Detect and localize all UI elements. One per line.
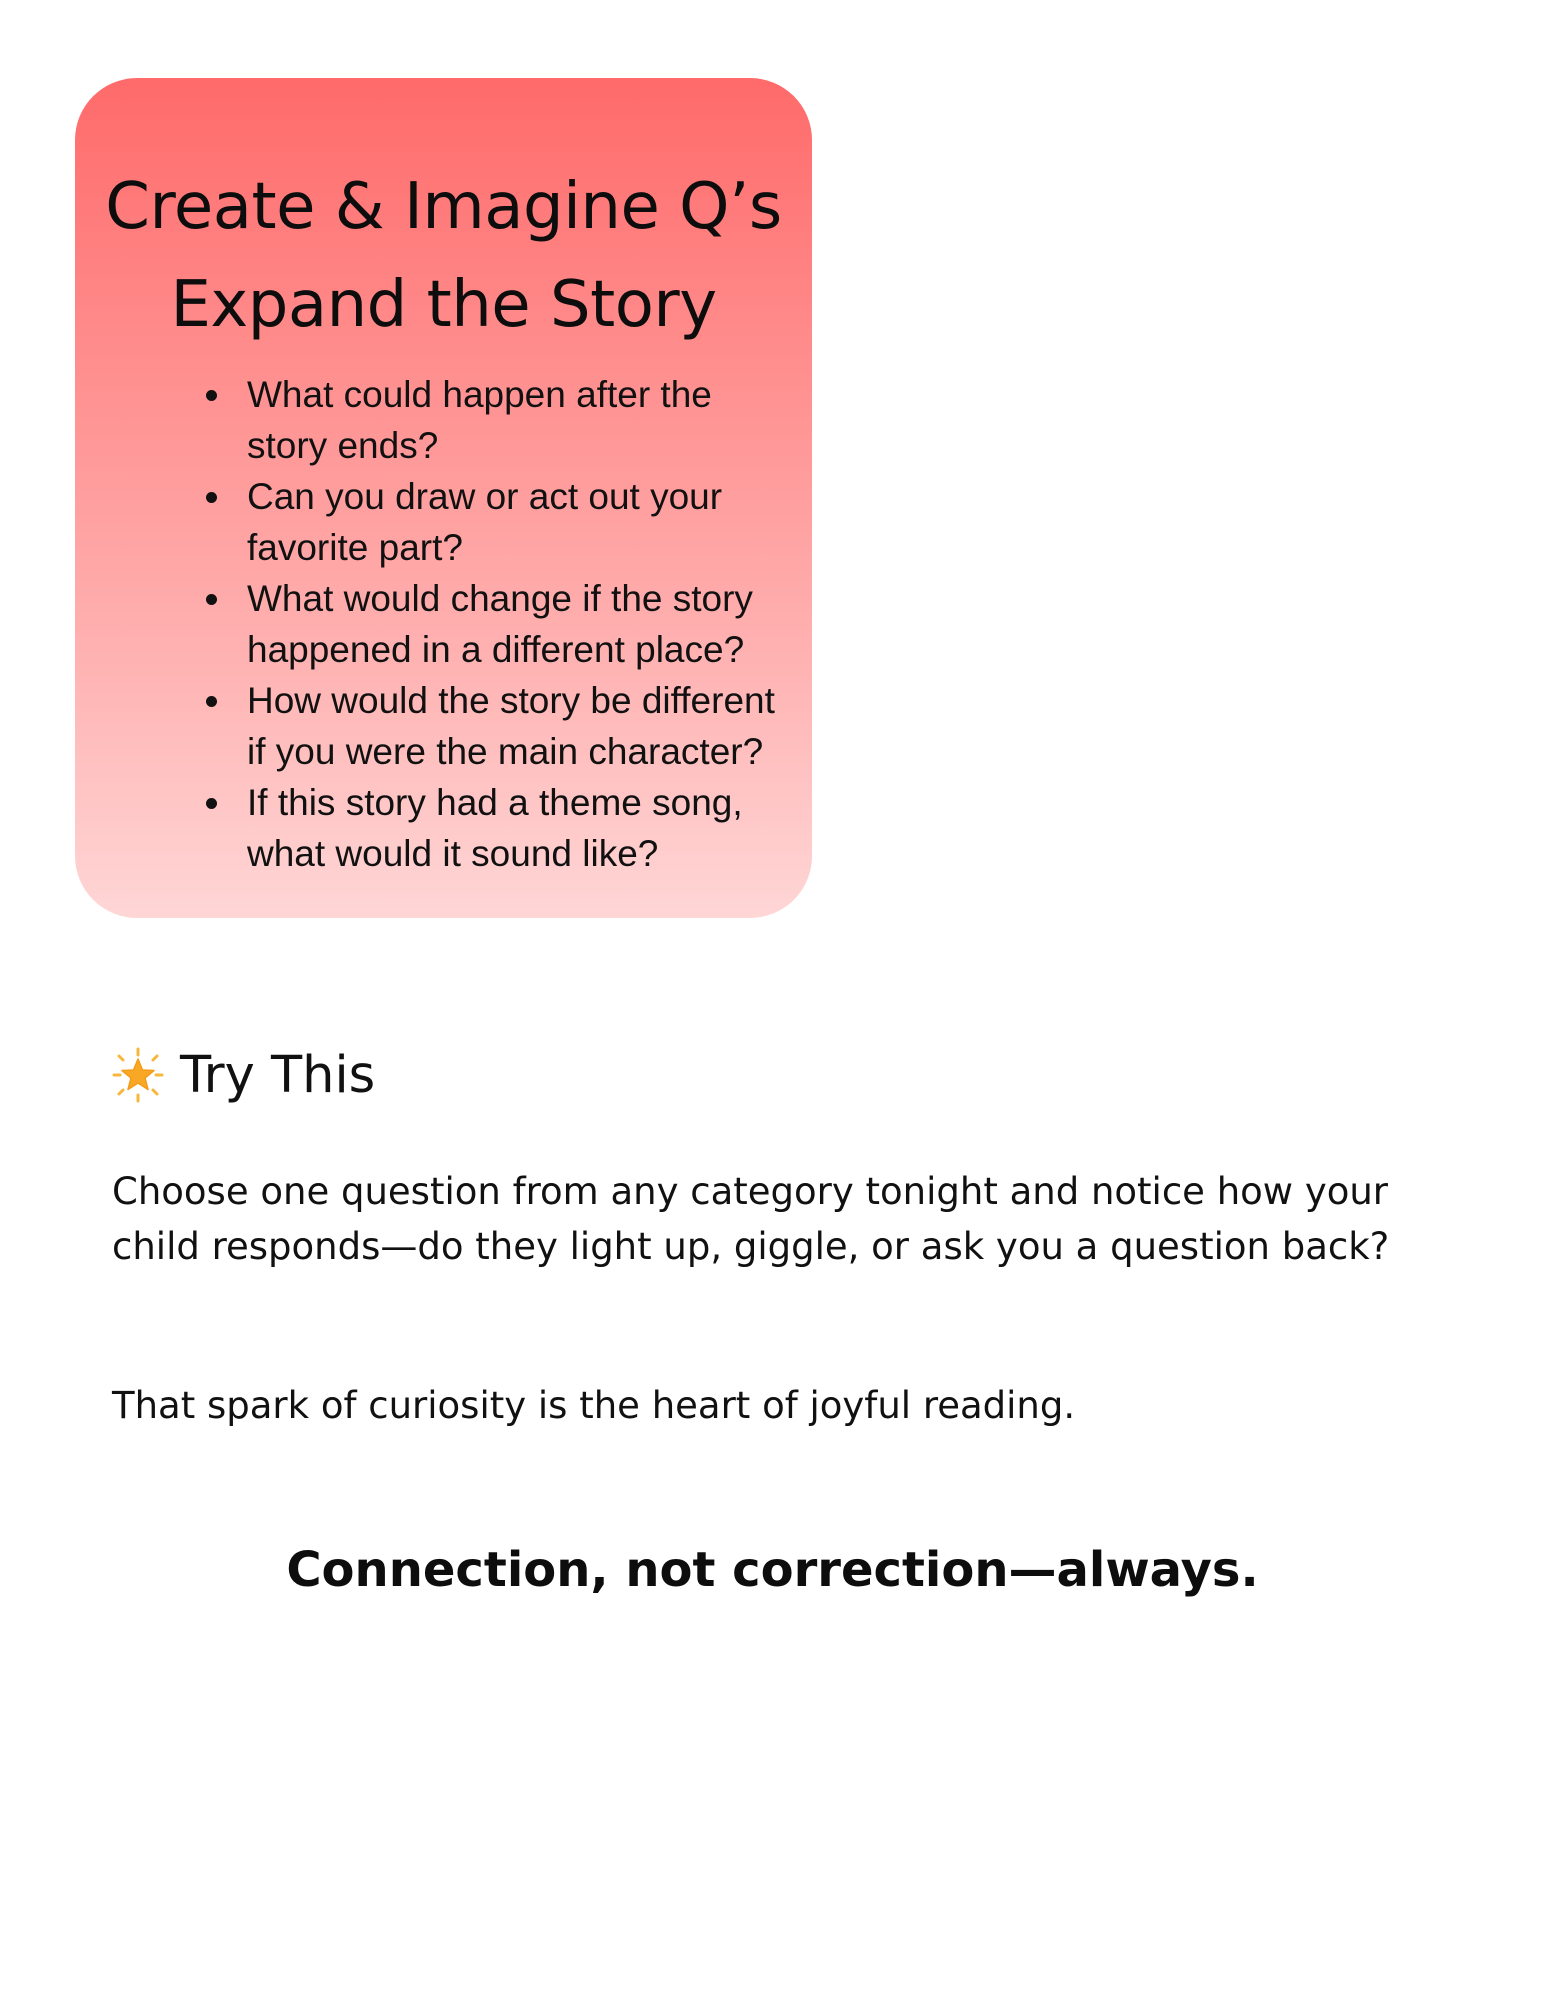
bullet-icon — [206, 492, 217, 503]
curiosity-paragraph: That spark of curiosity is the heart of joyful reading. — [112, 1384, 1076, 1427]
question-line: How would the story be different — [247, 680, 775, 721]
question-card — [75, 78, 812, 918]
question-line: if you were the main character? — [247, 731, 764, 772]
try-this-paragraph: Choose one question from any category tonight and notice how your child responds—do they light up, giggle, or ask you a question back? — [112, 1170, 1390, 1268]
list-item — [247, 369, 792, 471]
bullet-icon — [206, 390, 217, 401]
try-this-heading — [110, 1040, 375, 1110]
question-line: favorite part? — [247, 527, 463, 568]
card-title — [75, 158, 812, 354]
question-line: happened in a different place? — [247, 629, 745, 670]
bullet-icon — [206, 696, 217, 707]
star-icon — [110, 1047, 166, 1103]
bullet-icon — [206, 594, 217, 605]
list-item — [247, 573, 792, 675]
closing-statement: Connection, not correction—always. — [286, 1542, 1259, 1598]
question-line: Can you draw or act out your — [247, 476, 723, 517]
question-line: If this story had a theme song, — [247, 782, 743, 823]
list-item — [247, 471, 792, 573]
question-line: What could happen after the — [247, 374, 712, 415]
bullet-icon — [206, 798, 217, 809]
list-item — [247, 675, 792, 777]
question-line: What would change if the story — [247, 578, 753, 619]
question-list — [172, 369, 792, 879]
question-line: what would it sound like? — [247, 833, 659, 874]
try-this-title: Try This — [180, 1045, 376, 1105]
question-line: story ends? — [247, 425, 439, 466]
card-title-line1: Create & Imagine Q’s — [105, 170, 782, 244]
list-item — [247, 777, 792, 879]
card-title-line2: Expand the Story — [170, 268, 717, 342]
